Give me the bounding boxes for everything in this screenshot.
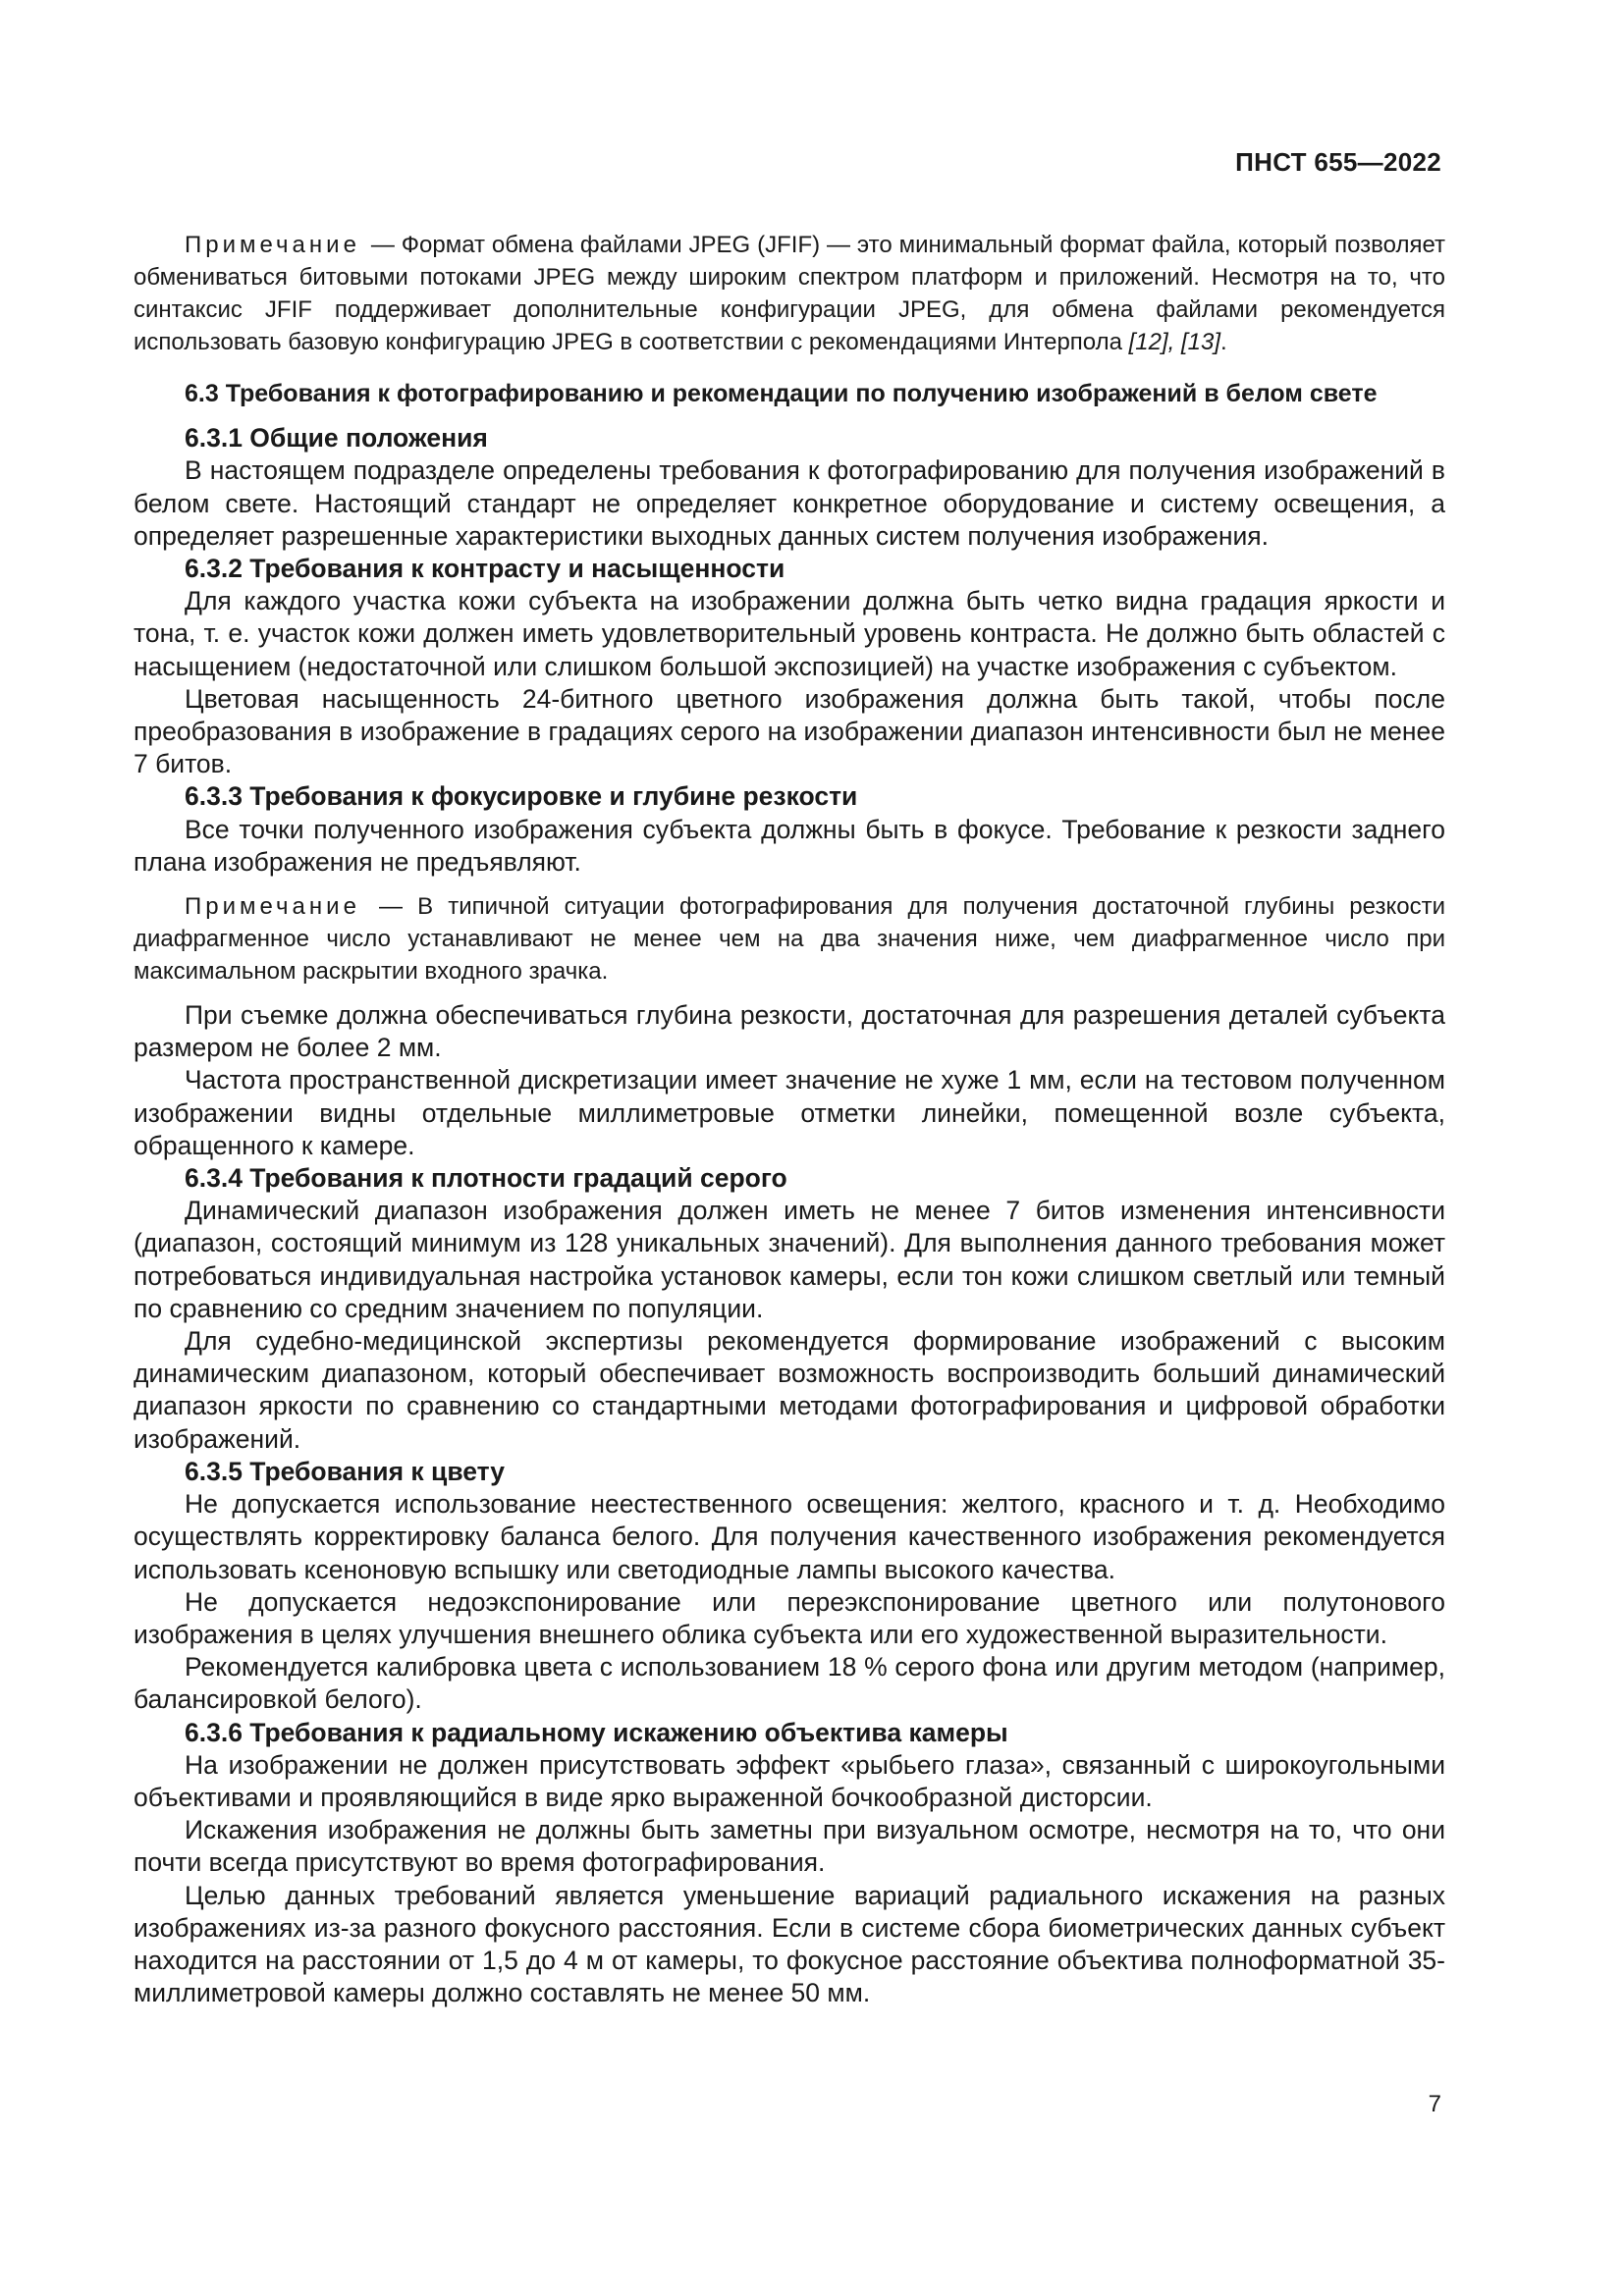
note-label: Примечание	[185, 232, 360, 258]
paragraph: В настоящем подразделе определены требования к фотографированию для получения изображений в белом свете. Настоящий стандарт не определяет конкретное оборудование и систему освещения, а определяет разрешенные характеристики выходных данных систем получения изображения.	[134, 455, 1445, 551]
paragraph: Цветовая насыщенность 24-битного цветного изображения должна быть такой, чтобы после преобразования в изображение в градациях серого на изображении диапазон интенсивности был не менее 7 битов.	[134, 683, 1445, 779]
note-jfif	[134, 229, 1445, 358]
section-6-3-1-title: 6.3.1 Общие положения	[185, 423, 488, 454]
paragraph: Рекомендуется калибровка цвета с использованием 18 % серого фона или другим методом (например, балансировкой белого).	[134, 1652, 1445, 1715]
note-refs: [12], [13]	[1128, 329, 1221, 355]
paragraph: Для судебно-медицинской экспертизы рекомендуется формирование изображений с высоким динамическим диапазоном, который обеспечивает возможность воспроизводить больший динамический диапазон яркости по сравнению со стандартными методами фотографирования и цифровой обработки изображений.	[134, 1326, 1445, 1454]
paragraph: Искажения изображения не должны быть заметны при визуальном осмотре, несмотря на то, что они почти всегда присутствуют во время фотографирования.	[134, 1815, 1445, 1878]
note-label: Примечание	[185, 893, 360, 921]
note-text: — В типичной ситуации фотографирования для получения достаточной глубины резкости диафрагменное число устанавливают не менее чем на два значения ниже, чем диафрагменное число при максимальном раскрытии входного зрачка.	[134, 893, 1445, 986]
paragraph: Не допускается использование неестественного освещения: желтого, красного и т. д. Необходимо осуществлять корректировку баланса белого. Для получения качественного изображения рекомендуется использовать ксеноновую вспышку или светодиодные лампы высокого качества.	[134, 1489, 1445, 1584]
paragraph: На изображении не должен присутствовать эффект «рыбьего глаза», связанный с широкоугольными объективами и проявляющийся в виде ярко выраженной бочкообразной дисторсии.	[134, 1749, 1445, 1812]
paragraph: Все точки полученного изображения субъекта должны быть в фокусе. Требование к резкости заднего плана изображения не предъявляют.	[134, 814, 1445, 877]
section-6-3-2-title: 6.3.2 Требования к контрасту и насыщенности	[185, 554, 785, 584]
paragraph: При съемке должна обеспечиваться глубина резкости, достаточная для разрешения деталей субъекта размером не более 2 мм.	[134, 1000, 1445, 1063]
page-content	[134, 229, 1445, 2009]
page-number: 7	[1428, 2091, 1441, 2117]
section-6-3-4-title: 6.3.4 Требования к плотности градаций серого	[185, 1163, 787, 1194]
paragraph: Динамический диапазон изображения должен иметь не менее 7 битов изменения интенсивности (диапазон, состоящий минимум из 128 уникальных значений). Для выполнения данного требования может потребоваться индивидуальная настройка установок камеры, если тон кожи слишком светлый или темный по сравнению со средним значением по популяции.	[134, 1196, 1445, 1323]
note-text: — Формат обмена файлами JPEG (JFIF) — это минимальный формат файла, который позволяет обмениваться битовыми потоками JPEG между широким спектром платформ и приложений. Несмотря на то, что синтаксис JFIF поддерживает дополнительные конфигурации JPEG, для обмена файлами рекомендуется использовать базовую конфигурацию JPEG в соответствии с рекомендациями Интерпола	[134, 232, 1445, 355]
note-end: .	[1220, 329, 1227, 355]
section-6-3-5-title: 6.3.5 Требования к цвету	[185, 1456, 506, 1486]
paragraph: Не допускается недоэкспонирование или переэкспонирование цветного или полутонового изображения в целях улучшения внешнего облика субъекта или его художественной выразительности.	[134, 1586, 1445, 1649]
section-6-3-3-title: 6.3.3 Требования к фокусировке и глубине резкости	[185, 781, 858, 812]
paragraph: Для каждого участка кожи субъекта на изображении должна быть четко видна градация яркости и тона, т. е. участок кожи должен иметь удовлетворительный уровень контраста. Не должно быть областей с насыщением (недостаточной или слишком большой экспозицией) на участке изображения с субъектом.	[134, 586, 1445, 681]
paragraph: Целью данных требований является уменьшение вариаций радиального искажения на разных изображениях из-за разного фокусного расстояния. Если в системе сбора биометрических данных субъект находится на расстоянии от 1,5 до 4 м от камеры, то фокусное расстояние объектива полноформатной 35-миллиметровой камеры должно составлять не менее 50 мм.	[134, 1880, 1445, 2008]
section-6-3-6-title: 6.3.6 Требования к радиальному искажению объектива камеры	[185, 1717, 1008, 1747]
note-aperture	[134, 890, 1445, 988]
paragraph: Частота пространственной дискретизации имеет значение не хуже 1 мм, если на тестовом полученном изображении видны отдельные миллиметровые отметки линейки, помещенной возле субъекта, обращенного к камере.	[134, 1065, 1445, 1160]
document-id-header: ПНСТ 655—2022	[1235, 147, 1441, 177]
section-6-3-title: 6.3 Требования к фотографированию и рекомендации по получению изображений в белом свете	[185, 380, 1378, 407]
